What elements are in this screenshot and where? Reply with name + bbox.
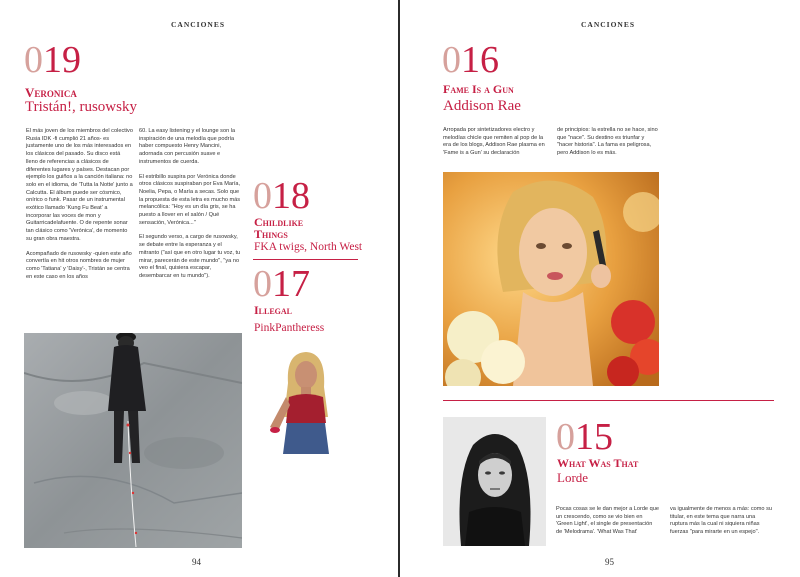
paragraph: 60. La easy listening y el lounge son la inspiración de una melodía que podría haber compuesto Henry Mancini, adornada con percusión suave e instrumentos de cuerda. <box>139 128 236 165</box>
song-number-016 <box>442 41 499 79</box>
paragraph: Pocas cosas se le dan mejor a Lorde que un crescendo, como se vio bien en 'Green Light', el single de presentación de 'Melodrama'. 'What Was That' <box>556 506 659 536</box>
article-column-2 <box>670 506 774 544</box>
number-prefix: 0 <box>442 39 461 81</box>
number-prefix: 0 <box>253 175 272 217</box>
page-number: 94 <box>192 557 201 567</box>
lorde-hood-portrait-photo <box>443 417 546 546</box>
paragraph: El más joven de los miembros del colectivo Rusia IDK -fi cumplió 21 años- es justamente uno de los más interesados en los clásicos del pasado. Su disco está lleno de referencias a clásicos de diferentes lugares y países. Destacan por ejemplo los guiños a la canción italiana: no solo en el idioma, de 'Tutta la Notte' junto a Calcutta. El álbum puede ser cósmico, onírico o funk. Pasar de un instrumental exótico llamado 'Kung Fu Beat' a incorporar las voces de mon y Guitarricadelafuente. O de repente sonar tan clásico como 'Verónica', de momento su gran obra maestra. <box>26 128 133 242</box>
number-suffix: 15 <box>575 416 613 458</box>
song-title-016: Fame Is a Gun <box>443 82 514 96</box>
paragraph: de principios: la estrella no se hace, sino que "nace". Su destino es triunfar y "hacer historia". La fama es peligrosa, pero Addison lo es más. <box>557 127 658 157</box>
section-header: CANCIONES <box>171 20 226 29</box>
song-title-017: Illegal <box>254 303 293 317</box>
song-number-018 <box>253 177 310 215</box>
article-column-1 <box>556 506 660 544</box>
song-title-015: What Was That <box>557 456 639 470</box>
song-artist-015: Lorde <box>557 470 589 485</box>
right-page <box>400 0 800 577</box>
left-page <box>0 0 398 577</box>
addison-rae-with-flowers-photo <box>443 172 659 386</box>
number-suffix: 19 <box>43 39 81 81</box>
divider-rule <box>253 259 358 260</box>
song-number-015 <box>556 418 613 456</box>
number-suffix: 17 <box>272 263 310 305</box>
article-column-2 <box>139 128 243 288</box>
song-number-019 <box>24 41 81 79</box>
article-column-1 <box>26 128 133 288</box>
number-suffix: 18 <box>272 175 310 217</box>
paragraph: Acompañado de rusowsky -quien este año convertía en hit otros nombres de mujer como 'Tatiana' y 'Daisy'-, Tristán se centra en este caso en los años <box>26 250 132 280</box>
pinkpantheress-portrait-photo <box>256 347 356 454</box>
article-column-2 <box>557 127 661 165</box>
section-header: CANCIONES <box>581 20 636 29</box>
paragraph: El segundo verso, a cargo de rusowsky, se debate entre la esperanza y el mitranto ("así que en otro lugar tu voz, tu mirar, parecerán de este mundo", "ya no veo el final, quisiera escapar, desembarcar en tu mundo"). <box>139 234 241 279</box>
number-prefix: 0 <box>556 416 575 458</box>
number-prefix: 0 <box>24 39 43 81</box>
article-column-1 <box>443 127 547 165</box>
page-number: 95 <box>605 557 614 567</box>
song-artist-019: Tristán!, rusowsky <box>25 99 137 115</box>
title-line: Things <box>254 227 288 241</box>
paragraph: Arropada por sintetizadores electro y melodías chicle que remiten al pop de la era de los blogs, Addison Rae plasma en 'Fame is a Gun' su declaración <box>443 127 545 157</box>
man-walking-on-asphalt-photo <box>24 333 242 548</box>
title-line: Childlike <box>254 215 304 229</box>
divider-rule <box>443 400 774 401</box>
number-prefix: 0 <box>253 263 272 305</box>
song-title-019: Veronica <box>25 85 77 100</box>
song-number-017 <box>253 265 310 303</box>
song-artist-016: Addison Rae <box>443 98 521 114</box>
song-title-018 <box>254 216 303 240</box>
paragraph: El estribillo suspira por Verónica donde otros clásicos suspiraban por Eva María, Noelia, Pepa, o María a secas. Solo que la propuesta de esta letra es mucho más melancólica: "Hoy es un día gris, se ha puesto a llover en el salón / Qué sensación, Verónica..." <box>139 173 241 226</box>
number-suffix: 16 <box>461 39 499 81</box>
song-artist-017: PinkPantheress <box>254 322 325 334</box>
song-artist-018: FKA twigs, North West <box>254 241 363 253</box>
paragraph: va igualmente de menos a más: como su titular, en este tema que narra una ruptura más la cual ni siquiera niñas fuerzas "para mirarte en un espejo". <box>670 506 772 536</box>
